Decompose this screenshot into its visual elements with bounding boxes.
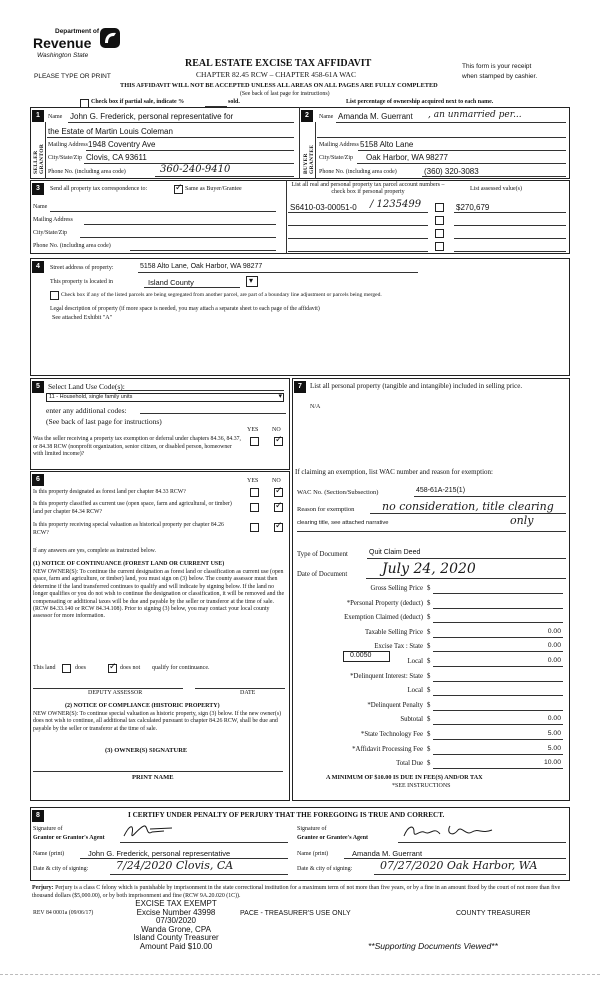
see-instructions: *SEE INSTRUCTIONS — [392, 783, 451, 789]
section-4-number: 4 — [32, 261, 44, 273]
chevron-down-icon: ▾ — [249, 276, 254, 285]
buyer-name-handwritten: , an unmarried per... — [428, 110, 522, 120]
buyer-city-label: City/State/Zip — [319, 155, 353, 161]
stamp-line-6: Amount Paid $10.00 — [139, 941, 213, 951]
deputy-assessor-label: DEPUTY ASSESSOR — [88, 690, 143, 696]
land-does-checkbox[interactable] — [62, 664, 71, 673]
fee-label: Total Due — [396, 760, 423, 768]
forest-question: Is this property designated as forest land per chapter 84.33 RCW? — [33, 489, 186, 495]
fee-dollar-sign: $ — [427, 628, 431, 636]
form-number: REV 84 0001a (09/06/17) — [33, 910, 94, 916]
located-label: This property is located in — [50, 279, 113, 285]
buyer-phone-label: Phone No. (including area code) — [319, 169, 397, 175]
section-7-number: 7 — [294, 381, 306, 393]
s6-yes-header: YES — [247, 478, 259, 484]
logo-state: Washington State — [37, 52, 89, 59]
perjury-text: Perjury is a class C felony which is punishable by imprisonment in the state correctional institution for a maximum term of not more than five years, or by a fine in an amount fixed by the court of not more than five thousand dollars ($5,000.00), or by both imprisonment and fine (RCW 9A.20.020 (1C)). — [32, 885, 561, 899]
claim-exemption-label: If claiming an exemption, list WAC number and reason for exemption: — [295, 468, 493, 476]
grantor-date-city[interactable]: 7/24/2020 Clovis, CA — [116, 859, 234, 872]
minimum-due: A MINIMUM OF $10.00 IS DUE IN FEE(S) AND/OR TAX — [326, 774, 483, 781]
county-value[interactable]: Island County — [148, 278, 194, 287]
fee-value[interactable]: 0.00 — [547, 642, 561, 650]
grantee-date-label: Date & city of signing: — [297, 866, 353, 872]
buyer-name[interactable]: Amanda M. Guerrant — [338, 112, 413, 121]
county-treasurer: COUNTY TREASURER — [456, 910, 531, 917]
send-correspondence-label: Send all property tax correspondence to: — [50, 186, 148, 192]
seller-phone[interactable]: 360-240-9410 — [160, 164, 231, 175]
fee-value[interactable]: 10.00 — [543, 759, 561, 767]
partial-sale-label: Check box if partial sale, indicate % — [91, 99, 185, 105]
fee-label: Local — [407, 658, 423, 665]
fee-label: *State Technology Fee — [360, 731, 423, 738]
qualify-label: qualify for continuance. — [152, 665, 210, 671]
forest-no-checkbox[interactable] — [274, 488, 283, 497]
form-title: REAL ESTATE EXCISE TAX AFFIDAVIT — [185, 58, 372, 69]
fee-label: *Affidavit Processing Fee — [352, 745, 423, 753]
reason-handwritten-2: only — [510, 514, 534, 527]
fee-table — [295, 585, 567, 777]
buyer-mailing-label: Mailing Address — [319, 142, 359, 148]
historic-yes-checkbox[interactable] — [250, 523, 259, 532]
supporting-docs: **Supporting Documents Viewed** — [368, 941, 498, 951]
section-8-number: 8 — [32, 810, 44, 822]
seller-mailing[interactable]: 1948 Coventry Ave — [88, 140, 156, 149]
exemption-question: Was the seller receiving a property tax exemption or deferral under chapters 84.36, 84.37, or 84.38 RCW (nonprofit organization, senior citizen, or disabled person, homeowner with limited income)? — [33, 436, 241, 457]
stamp-line-1: EXCISE TAX EXEMPT — [135, 899, 217, 908]
grantor-sig-label-2: Grantor or Grantor's Agent — [33, 835, 105, 841]
s3-mailing-label: Mailing Address — [33, 217, 73, 223]
notice-compliance-title: (2) NOTICE OF COMPLIANCE (HISTORIC PROPERTY) — [65, 703, 220, 709]
grantee-date-city[interactable]: 07/27/2020 Oak Harbor, WA — [380, 859, 538, 872]
buyer-phone[interactable]: (360) 320-3083 — [424, 167, 479, 176]
buyer-side-label: BUYER GRANTEE — [303, 144, 315, 174]
fee-dollar-sign: $ — [427, 687, 431, 695]
land-use-selected: 11 - Household, single family units — [49, 394, 133, 400]
fee-dollar-sign: $ — [427, 731, 431, 738]
grantor-date-label: Date & city of signing: — [33, 866, 89, 872]
revenue-logo — [33, 26, 123, 64]
fee-value[interactable]: 0.00 — [547, 627, 561, 635]
fee-value[interactable]: 0.00 — [547, 657, 561, 664]
date-label: DATE — [240, 690, 256, 696]
section-3-number: 3 — [32, 183, 44, 195]
buyer-name-label: Name — [319, 114, 334, 120]
historic-question: Is this property receiving special valuation as historical property per chapter 84.26 RCW? — [33, 522, 224, 536]
stamp-line-5: Island County Treasurer — [133, 933, 219, 943]
certify-statement: I CERTIFY UNDER PENALTY OF PERJURY THAT THE FOREGOING IS TRUE AND CORRECT. — [128, 811, 445, 819]
parcel-header: List all real and personal property tax parcel account numbers – check box if personal property — [291, 182, 445, 195]
does-not-label: does not — [120, 665, 141, 671]
same-as-buyer-label: Same as Buyer/Grantee — [185, 186, 242, 192]
parcel-number[interactable]: S6410-03-00051-0 — [290, 203, 357, 212]
seller-name[interactable]: John G. Frederick, personal representative for — [70, 112, 234, 121]
additional-codes-label: enter any additional codes: — [46, 406, 127, 415]
does-label: does — [75, 665, 86, 671]
doc-type-label: Type of Document — [297, 551, 348, 558]
land-use-see-back: (See back of last page for instructions) — [46, 417, 162, 426]
street-label: Street address of property: — [50, 265, 114, 271]
seller-phone-label: Phone No. (including area code) — [48, 169, 126, 175]
grantee-name-label: Name (print) — [297, 851, 329, 857]
section-6-number: 6 — [32, 474, 44, 486]
s3-name-label: Name — [33, 204, 48, 210]
fee-label: Local — [407, 687, 423, 695]
please-type: PLEASE TYPE OR PRINT — [34, 73, 111, 80]
form-warning: THIS AFFIDAVIT WILL NOT BE ACCEPTED UNLESS ALL AREAS ON ALL PAGES ARE FULLY COMPLETED — [120, 82, 438, 89]
stamp-line-4: Wanda Grone, CPA — [141, 924, 211, 934]
notice-compliance-body: NEW OWNER(S): To continue special valuation as historic property, sign (3) below. If the new owner(s) does not wish to continue, all additional tax calculated pursuant to chapter 84.26 RCW, shall be due and payable by the seller or transferor at the time of sale. — [33, 711, 282, 732]
see-back-header: (See back of last page for instructions) — [240, 91, 330, 97]
legal-description[interactable]: See attached Exhibit "A" — [52, 315, 113, 321]
fee-value[interactable]: 0.00 — [547, 715, 561, 723]
county-dropdown[interactable] — [246, 276, 258, 287]
s5-yes-header: YES — [247, 427, 259, 433]
buyer-city[interactable]: Oak Harbor, WA 98277 — [366, 153, 448, 162]
local-rate[interactable]: 0.0050 — [350, 652, 372, 659]
notice-continuance-body: NEW OWNER(S): To continue the current designation as forest land or classification as current use (open space, farm and agriculture, or timber) land, you must sign on (3) below. The county assessor must then determine if the land transferred continues to qualify and will indicate by signing below. If the land no longer qualifies or you do not wish to continue the designation or classification, it will be removed and the compensating or additional taxes will be due and payable by the seller or transferor at the time of sale. (RCW 84.33.140 or RCW 84.34.108). Prior to signing (3) below, you may contact your local county assessor for more information. — [33, 569, 285, 620]
assessed-value[interactable]: $270,679 — [456, 203, 490, 212]
if-any-yes: If any answers are yes, complete as instructed below. — [33, 548, 156, 554]
grantor-name[interactable]: John G. Frederick, personal representative — [88, 849, 231, 858]
buyer-mailing[interactable]: 5158 Alto Lane — [360, 140, 414, 149]
logo-revenue: Revenue — [33, 35, 92, 51]
s6-no-header: NO — [272, 478, 281, 484]
grantee-name[interactable]: Amanda M. Guerrant — [352, 849, 423, 858]
receipt-note-1: This form is your receipt — [462, 63, 532, 70]
fee-dollar-sign: $ — [427, 760, 431, 768]
doc-date-value[interactable]: July 24, 2020 — [382, 561, 476, 577]
seller-name-label: Name — [48, 114, 63, 120]
treasurer-use-only: PACE - TREASURER'S USE ONLY — [240, 910, 351, 917]
exemption-yes-checkbox[interactable] — [250, 437, 259, 446]
historic-no-checkbox[interactable] — [274, 523, 283, 532]
fee-dollar-sign: $ — [427, 585, 431, 592]
grantee-sig-label-2: Grantee or Grantee's Agent — [297, 835, 369, 841]
parcel-4-personal-checkbox[interactable] — [435, 242, 444, 251]
reason-typed[interactable]: clearing title, see attached narrative — [297, 520, 389, 526]
fee-value[interactable]: 5.00 — [547, 730, 561, 737]
fee-label: Subtotal — [400, 716, 423, 724]
s5-no-header: NO — [272, 427, 281, 433]
grantor-signature — [120, 820, 190, 842]
form-chapter: CHAPTER 82.45 RCW – CHAPTER 458-61A WAC — [196, 70, 356, 79]
treasurer-stamp — [112, 900, 240, 952]
seller-side-label: SELLER GRANTOR — [33, 143, 45, 174]
s3-city-label: City/State/Zip — [33, 230, 67, 236]
seller-mailing-label: Mailing Address — [48, 142, 88, 148]
segregated-label: Check box if any of the listed parcels are being segregated from another parcel, are part of a boundary line adjustment or parcels being merged. — [61, 292, 382, 298]
forest-yes-checkbox[interactable] — [250, 488, 259, 497]
perjury-bold: Perjury: — [32, 885, 54, 891]
fee-label: Gross Selling Price — [370, 585, 423, 592]
stamp-line-3: 07/30/2020 — [155, 916, 197, 926]
parcel-1-personal-checkbox[interactable] — [435, 203, 444, 212]
fee-label: *Personal Property (deduct) — [346, 599, 423, 607]
grantor-name-label: Name (print) — [33, 851, 65, 857]
land-use-label: Select Land Use Code(s): — [48, 382, 125, 391]
exemption-no-checkbox[interactable] — [274, 437, 283, 446]
fee-dollar-sign: $ — [427, 701, 431, 709]
sold-label: sold. — [228, 99, 240, 105]
wac-label: WAC No. (Section/Subsection) — [297, 489, 379, 496]
perjury-statement — [32, 884, 567, 900]
legal-label: Legal description of property (if more space is needed, you may attach a separate sheet to each page of the affidavit) — [50, 306, 320, 312]
street-address[interactable]: 5158 Alto Lane, Oak Harbor, WA 98277 — [140, 263, 263, 270]
seller-city[interactable]: Clovis, CA 93611 — [86, 153, 147, 162]
current-use-no-checkbox[interactable] — [274, 503, 283, 512]
reason-label: Reason for exemption — [297, 506, 355, 513]
parcel-3-personal-checkbox[interactable] — [435, 229, 444, 238]
this-land-label: This land — [33, 665, 56, 671]
receipt-note-2: when stamped by cashier. — [462, 73, 538, 80]
fee-value[interactable]: 5.00 — [547, 744, 561, 752]
doc-date-label: Date of Document — [297, 571, 348, 578]
fee-dollar-sign: $ — [427, 643, 431, 651]
reason-handwritten: no consideration, title clearing — [382, 500, 554, 513]
section-1-number: 1 — [32, 110, 44, 122]
seller-name-line2[interactable]: the Estate of Martin Louis Coleman — [48, 127, 173, 136]
chevron-down-icon: ▾ — [278, 392, 282, 400]
section-2-number: 2 — [301, 110, 313, 122]
s3-phone-label: Phone No. (including area code) — [33, 243, 111, 249]
print-name-label: PRINT NAME — [132, 774, 174, 781]
seller-city-label: City/State/Zip — [48, 155, 82, 161]
grantee-signature — [400, 820, 500, 842]
personal-property-value[interactable]: N/A — [310, 404, 321, 410]
fee-label: Excise Tax : State — [374, 643, 423, 651]
parcel-number-handwritten: / 1235499 — [370, 199, 422, 210]
logo-dept-of: Department of — [55, 28, 100, 35]
section-5-number: 5 — [32, 381, 44, 393]
owner-signature-label: (3) OWNER(S) SIGNATURE — [105, 747, 188, 754]
ownership-list-label: List percentage of ownership acquired next to each name. — [346, 99, 494, 105]
personal-property-label: List all personal property (tangible and intangible) included in selling price. — [310, 382, 523, 390]
same-as-buyer-checkbox[interactable] — [174, 185, 183, 194]
fee-dollar-sign: $ — [427, 658, 431, 665]
fee-label: Exemption Claimed (deduct) — [344, 614, 423, 622]
fee-label: *Delinquent Interest: State — [350, 672, 423, 680]
parcel-2-personal-checkbox[interactable] — [435, 216, 444, 225]
current-use-question: Is this property classified as current use (open space, farm and agricultural, or timber) land per chapter 84.34 RCW? — [33, 501, 232, 515]
fee-dollar-sign: $ — [427, 672, 431, 680]
notice-continuance-title: (1) NOTICE OF CONTINUANCE (FOREST LAND OR CURRENT USE) — [33, 561, 225, 567]
fee-label: Taxable Selling Price — [364, 628, 423, 636]
logo-mark-icon — [99, 27, 121, 49]
fee-dollar-sign: $ — [427, 614, 431, 622]
fee-dollar-sign: $ — [427, 716, 431, 724]
wac-value[interactable]: 458-61A-215(1) — [416, 487, 466, 494]
current-use-yes-checkbox[interactable] — [250, 503, 259, 512]
assessed-header: List assessed value(s) — [470, 186, 522, 192]
land-use-select[interactable] — [46, 393, 284, 402]
fee-label: *Delinquent Penalty — [367, 701, 423, 709]
segregated-checkbox[interactable] — [50, 291, 59, 300]
fee-dollar-sign: $ — [427, 599, 431, 607]
fee-dollar-sign: $ — [427, 745, 431, 753]
grantor-sig-label-1: Signature of — [33, 826, 63, 832]
doc-type-value[interactable]: Quit Claim Deed — [369, 549, 421, 556]
grantee-sig-label-1: Signature of — [297, 826, 327, 832]
land-does-not-checkbox[interactable] — [108, 664, 117, 673]
stamp-line-2: Excise Number 43998 — [136, 907, 216, 917]
